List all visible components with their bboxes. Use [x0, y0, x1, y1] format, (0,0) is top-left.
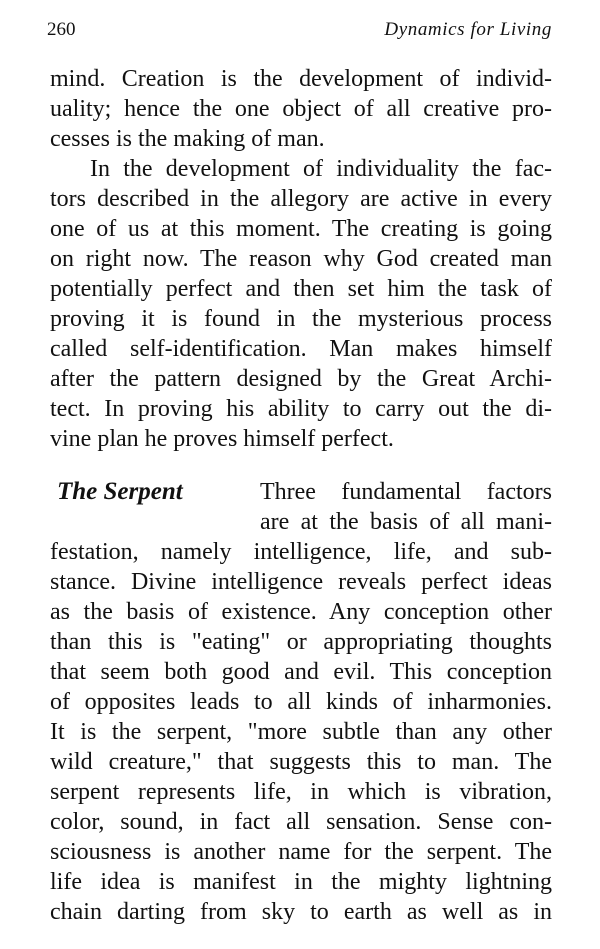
text-line: called self-identification. Man makes himself [50, 336, 552, 362]
text-line: are at the basis of all mani- [260, 509, 552, 535]
text-line: mind. Creation is the development of individ- [50, 66, 552, 92]
text-line: after the pattern designed by the Great Archi- [50, 366, 552, 392]
text-line: life idea is manifest in the mighty lightning [50, 869, 552, 895]
text-line: cesses is the making of man. [50, 126, 325, 152]
page-header [47, 19, 552, 47]
text-line: uality; hence the one object of all creative pro- [50, 96, 552, 122]
text-line: that seem both good and evil. This conception [50, 659, 552, 685]
text-line: stance. Divine intelligence reveals perfect ideas [50, 569, 552, 595]
text-line: proving it is found in the mysterious process [50, 306, 552, 332]
text-line: one of us at this moment. The creating is going [50, 216, 552, 242]
page-number: 260 [47, 19, 76, 40]
text-line: sciousness is another name for the serpent. The [50, 839, 552, 865]
text-line: chain darting from sky to earth as well as in [50, 899, 552, 925]
section-heading: The Serpent [57, 478, 183, 505]
text-line: Three fundamental factors [260, 479, 552, 505]
text-line: than this is "eating" or appropriating thoughts [50, 629, 552, 655]
text-line: wild creature," that suggests this to man. The [50, 749, 552, 775]
text-line: on right now. The reason why God created man [50, 246, 552, 272]
text-line: tect. In proving his ability to carry out the di- [50, 396, 552, 422]
text-line: It is the serpent, "more subtle than any other [50, 719, 552, 745]
text-line: In the development of individuality the fac- [90, 156, 552, 182]
text-line: serpent represents life, in which is vibration, [50, 779, 552, 805]
text-line: as the basis of existence. Any conception other [50, 599, 552, 625]
running-title: Dynamics for Living [384, 19, 552, 40]
text-line: color, sound, in fact all sensation. Sense con- [50, 809, 552, 835]
text-line: of opposites leads to all kinds of inharmonies. [50, 689, 552, 715]
text-line: festation, namely intelligence, life, and sub- [50, 539, 552, 565]
text-line: tors described in the allegory are active in every [50, 186, 552, 212]
text-line: vine plan he proves himself perfect. [50, 426, 394, 452]
text-line: potentially perfect and then set him the task of [50, 276, 552, 302]
